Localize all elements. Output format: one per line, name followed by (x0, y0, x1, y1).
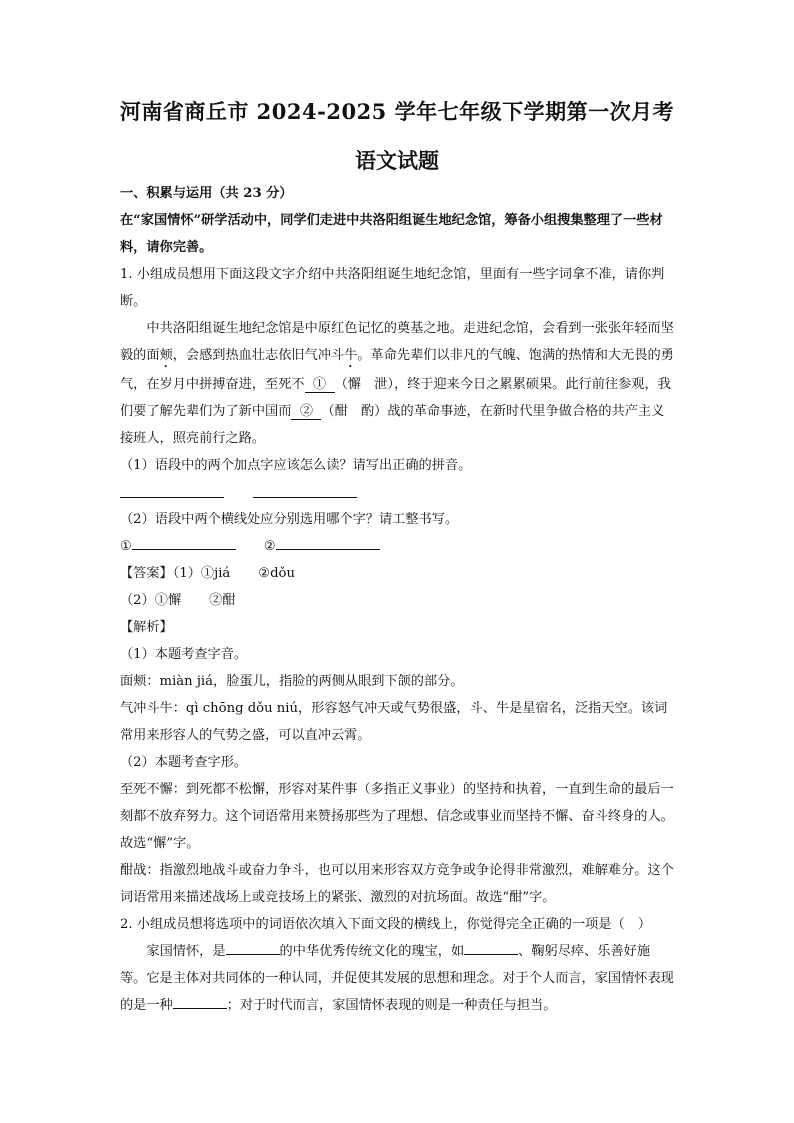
answer-blanks-row (120, 479, 676, 506)
write-blank-2[interactable] (276, 535, 380, 550)
question-2-stem: 2. 小组成员想将选项中的词语依次填入下面文段的横线上，你觉得完全正确的一项是（ ） (120, 917, 652, 932)
analysis-line: 面颊：miàn jiá，脸蛋儿，指脸的两侧从眼到下颌的部分。 (120, 674, 464, 689)
analysis-line: 酣战：指激烈地战斗或奋力争斗，也可以用来形容双方竞争或争论得非常激烈，难解难分。这个词语常用来描述战场上或竞技场上的紧张、激烈的对抗场面。故选“酣”字。 (120, 863, 674, 905)
answer-line-1: 【答案】（1）①jiá ②dǒu (120, 566, 295, 581)
write-blanks-row: ① ② (120, 533, 676, 560)
analysis-line: 气冲斗牛：qì chōng dǒu niú，形容怒气冲天或气势很盛，斗、牛是星宿名，泛指天空。该词常用来形容人的气势之盛，可以直冲云霄。 (120, 701, 668, 743)
answer-blank-1[interactable] (120, 497, 224, 498)
analysis-line: （2）本题考查字形。 (120, 755, 248, 770)
question-1-stem: 1. 小组成员想用下面这段文字介绍中共洛阳组诞生地纪念馆，里面有一些字词拿不准，请你判断。 (120, 267, 665, 309)
fill-blank-1[interactable] (226, 940, 280, 955)
question-1-sub-2: （2）语段中两个横线处应分别选用哪个字？请工整书写。 (120, 512, 459, 527)
analysis-label: 【解析】 (120, 620, 173, 635)
dotted-char-2: 牛 (344, 348, 358, 363)
dotted-char-1: 颊 (159, 348, 173, 363)
blank-2: ② (291, 404, 321, 420)
question-2-passage: 家国情怀，是 的中华优秀传统文化的瑰宝，如 、鞠躬尽瘁、乐善好施等。它是主体对共同体的一种认同，并促使其发展的思想和理念。对于个人而言，家国情怀表现的是一种 ；对于时代而言，家国情怀表现的则是一种责任与担当。 (120, 938, 676, 1019)
question-1-sub-1: （1）语段中的两个加点字应该怎么读？请写出正确的拼音。 (120, 458, 472, 473)
page-subtitle: 语文试题 (355, 148, 439, 173)
activity-intro: 在“家国情怀”研学活动中，同学们走进中共洛阳组诞生地纪念馆，筹备小组搜集整理了一些材料，请你完善。 (120, 213, 663, 255)
answer-line-2: （2）①懈 ②酣 (120, 593, 236, 608)
analysis-line: 至死不懈：到死都不松懈，形容对某件事（多指正义事业）的坚持和执着，一直到生命的最后一刻都不放弃努力。这个词语常用来赞扬那些为了理想、信念或事业而坚持不懈、奋斗终身的人。故选“懈”字。 (120, 782, 674, 851)
blank-1: ① (305, 377, 335, 393)
document-body (120, 180, 676, 1019)
fill-blank-2[interactable] (464, 940, 518, 955)
analysis-line: （1）本题考查字音。 (120, 647, 248, 662)
reading-passage: 中共洛阳组诞生地纪念馆是中原红色记忆的奠基之地。走进纪念馆，会看到一张张年轻而坚毅的面颊，会感到热血壮志依旧气冲斗牛。革命先辈们以非凡的气魄、饱满的热情和大无畏的勇气，在岁月中拼搏奋进，至死不 ① （懈 泄），终于迎来今日之累累硕果。此行前往参观，我们要了解先辈们为了新中国而 ② （酣 酌）战的革命事迹，在新时代里争做合格的共产主义接班人，照亮前行之路。 (120, 321, 674, 446)
section-heading: 一、积累与运用（共 23 分） (120, 186, 293, 201)
write-blank-1[interactable] (132, 535, 236, 550)
fill-blank-3[interactable] (173, 994, 227, 1009)
page-title: 河南省商丘市 2024-2025 学年七年级下学期第一次月考 (119, 99, 675, 124)
answer-blank-2[interactable] (253, 497, 357, 498)
